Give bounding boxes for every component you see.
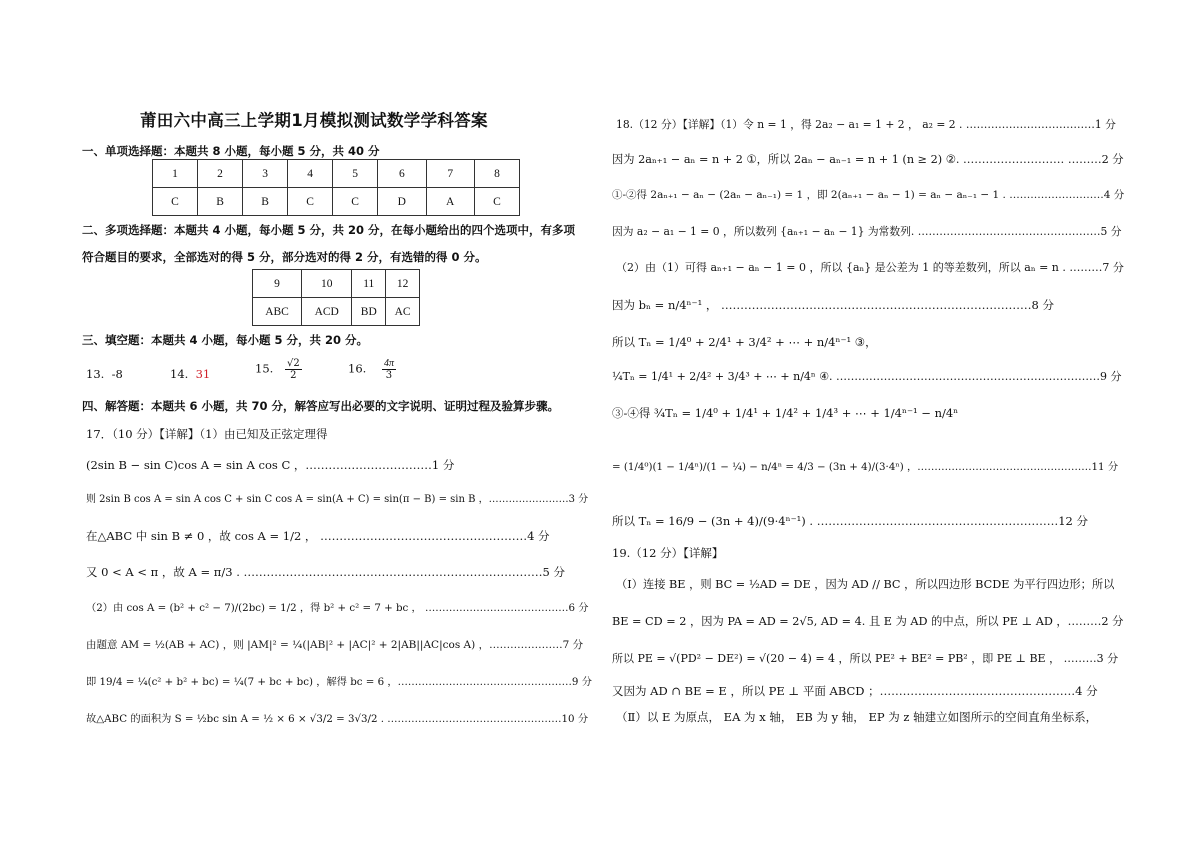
table-cell: ABC xyxy=(253,298,302,326)
q17-line-6: （2）由 cos A = (b² + c² − 7)/(2bc) = 1/2 ，得 b² + c² = 7 + bc ， ……………………………………6 分 xyxy=(86,602,589,614)
q15-denominator: 2 xyxy=(290,370,297,381)
q17-line-8: 即 19/4 = ¼(c² + b² + bc) = ¼(7 + bc + bc) ，解得 bc = 6 ，……………………………………………9 分 xyxy=(86,676,592,688)
table-cell: C xyxy=(288,188,333,216)
table-row xyxy=(153,188,520,216)
table-row xyxy=(153,160,520,188)
table-cell: 1 xyxy=(153,160,198,188)
q15-label: 15. xyxy=(255,361,274,376)
table-cell: 8 xyxy=(474,160,519,188)
q14-label: 14. xyxy=(170,367,189,381)
section1-heading: 一、单项选择题：本题共 8 小题，每小题 5 分，共 40 分 xyxy=(82,144,380,158)
table-cell: 6 xyxy=(378,160,426,188)
q18-line-1: 18.（12 分）【详解】（1）令 n = 1 ，得 2a₂ − a₁ = 1 + 2 ， a₂ = 2 . ………………………………1 分 xyxy=(616,118,1116,131)
table-row xyxy=(253,298,420,326)
table-cell: B xyxy=(243,188,288,216)
table-cell: 4 xyxy=(288,160,333,188)
q19-heading: 19.（12 分）【详解】 xyxy=(612,546,724,560)
q17-line-5: 又 0 < A < π ，故 A = π/3 . ……………………………………………………………………5 分 xyxy=(86,565,565,579)
q18-line-11: 所以 Tₙ = 16/9 − (3n + 4)/(9·4ⁿ⁻¹) . ………………………………………………………12 分 xyxy=(612,514,1089,528)
q13-answer: -8 xyxy=(111,367,123,381)
q18-line-7: 所以 Tₙ = 1/4⁰ + 2/4¹ + 3/4² + ⋯ + n/4ⁿ⁻¹ ③， xyxy=(612,335,877,349)
section4-heading: 四、解答题：本题共 6 小题，共 70 分，解答应写出必要的文字说明、证明过程及验算步骤。 xyxy=(82,399,560,413)
table-cell: 9 xyxy=(253,270,302,298)
table-cell: ACD xyxy=(302,298,352,326)
table-cell: 10 xyxy=(302,270,352,298)
q19-line-5: （Ⅱ）以 E 为原点， EA 为 x 轴， EB 为 y 轴， EP 为 z 轴建立如图所示的空间直角坐标系， xyxy=(616,710,1098,724)
q19-line-4: 又因为 AD ∩ BE = E ，所以 PE ⊥ 平面 ABCD ；……………………………………………4 分 xyxy=(612,684,1098,698)
q18-line-2: 因为 2aₙ₊₁ − aₙ = n + 2 ①，所以 2aₙ − aₙ₋₁ = n + 1 (n ≥ 2) ②. ……………………… ………2 分 xyxy=(612,153,1124,166)
section2-heading-line1: 二、多项选择题：本题共 4 小题，每小题 5 分，共 20 分，在每小题给出的四个选项中，有多项 xyxy=(82,223,576,237)
table-row xyxy=(253,270,420,298)
table-cell: B xyxy=(198,188,243,216)
q15-numerator: √2 xyxy=(286,358,300,369)
q16-numerator: 4π xyxy=(383,358,394,369)
table-cell: 11 xyxy=(352,270,386,298)
q19-line-1: （Ⅰ）连接 BE ，则 BC = ½AD = DE ，因为 AD // BC ，所以四边形 BCDE 为平行四边形；所以 xyxy=(616,578,1115,591)
q18-line-8: ¼Tₙ = 1/4¹ + 2/4² + 3/4³ + ⋯ + n/4ⁿ ④. ………………………………………………………………9 分 xyxy=(612,370,1122,383)
q16-label: 16. xyxy=(348,361,367,376)
table-cell: C xyxy=(474,188,519,216)
page-title: 莆田六中高三上学期1月模拟测试数学学科答案 xyxy=(140,111,488,130)
q18-line-6: 因为 bₙ = n/4ⁿ⁻¹ ， ………………………………………………………………………8 分 xyxy=(612,298,1054,312)
table-cell: C xyxy=(333,188,378,216)
table-cell: 5 xyxy=(333,160,378,188)
table-cell: 12 xyxy=(386,270,420,298)
q18-line-4: 因为 a₂ − a₁ − 1 = 0 ，所以数列 {aₙ₊₁ − aₙ − 1} 为常数列. ……………………………………………5 分 xyxy=(612,225,1122,238)
q17-line-3: 则 2sin B cos A = sin A cos C + sin C cos A = sin(A + C) = sin(π − B) = sin B ，……………………3 分 xyxy=(86,494,589,505)
q15 xyxy=(255,358,303,381)
q14-answer: 31 xyxy=(195,367,211,381)
table-cell: A xyxy=(426,188,474,216)
table-cell: BD xyxy=(352,298,386,326)
q17-line-4: 在△ABC 中 sin B ≠ 0 ，故 cos A = 1/2 ， ………………………………………………4 分 xyxy=(86,529,550,543)
q15-fraction xyxy=(285,358,302,381)
q18-line-3: ①-②得 2aₙ₊₁ − aₙ − (2aₙ − aₙ₋₁) = 1 ，即 2(aₙ₊₁ − aₙ − 1) = aₙ − aₙ₋₁ − 1 . ………………………4 分 xyxy=(612,189,1125,201)
table-cell: AC xyxy=(386,298,420,326)
table-cell: 7 xyxy=(426,160,474,188)
section2-heading-line2: 符合题目的要求，全部选对的得 5 分，部分选对的得 2 分，有选错的得 0 分。 xyxy=(82,250,487,264)
q17-line-1: 17．（10 分）【详解】（1）由已知及正弦定理得 xyxy=(86,427,328,441)
table-cell: C xyxy=(153,188,198,216)
q16-fraction xyxy=(382,358,396,381)
q16 xyxy=(348,358,397,381)
q17-line-2: (2sin B − sin C)cos A = sin A cos C ，……………………………1 分 xyxy=(86,458,455,472)
q18-line-5: （2）由（1）可得 aₙ₊₁ − aₙ − 1 = 0 ，所以 {aₙ} 是公差为 1 的等差数列，所以 aₙ = n . ………7 分 xyxy=(616,261,1124,274)
multi-choice-table xyxy=(252,269,420,326)
q17-line-9: 故△ABC 的面积为 S = ½bc sin A = ½ × 6 × √3/2 = 3√3/2 . ……………………………………………10 分 xyxy=(86,713,589,725)
table-cell: 2 xyxy=(198,160,243,188)
q13-label: 13. xyxy=(86,367,105,381)
q19-line-3: 所以 PE = √(PD² − DE²) = √(20 − 4) = 4 ，所以 PE² + BE² = PB² ，即 PE ⊥ BE ， ………3 分 xyxy=(612,652,1119,665)
q19-line-2: BE = CD = 2 ，因为 PA = AD = 2√5, AD = 4. 且 E 为 AD 的中点，所以 PE ⊥ AD ，………2 分 xyxy=(612,615,1124,628)
table-cell: 3 xyxy=(243,160,288,188)
single-choice-table xyxy=(152,159,520,216)
q17-line-7: 由题意 AM = ½(AB + AC) ，则 |AM|² = ¼(|AB|² + |AC|² + 2|AB||AC|cos A) ，…………………7 分 xyxy=(86,639,584,651)
q16-denominator: 3 xyxy=(385,370,393,381)
q13 xyxy=(86,366,123,382)
section3-heading: 三、填空题：本题共 4 小题，每小题 5 分，共 20 分。 xyxy=(82,333,369,347)
table-cell: D xyxy=(378,188,426,216)
q18-line-9: ③-④得 ¾Tₙ = 1/4⁰ + 1/4¹ + 1/4² + 1/4³ + ⋯ + 1/4ⁿ⁻¹ − n/4ⁿ xyxy=(612,406,959,420)
q14 xyxy=(170,366,210,382)
q18-line-10: = (1/4⁰)(1 − 1/4ⁿ)/(1 − ¼) − n/4ⁿ = 4/3 − (3n + 4)/(3·4ⁿ) ，……………………………………………11 分 xyxy=(612,461,1119,473)
